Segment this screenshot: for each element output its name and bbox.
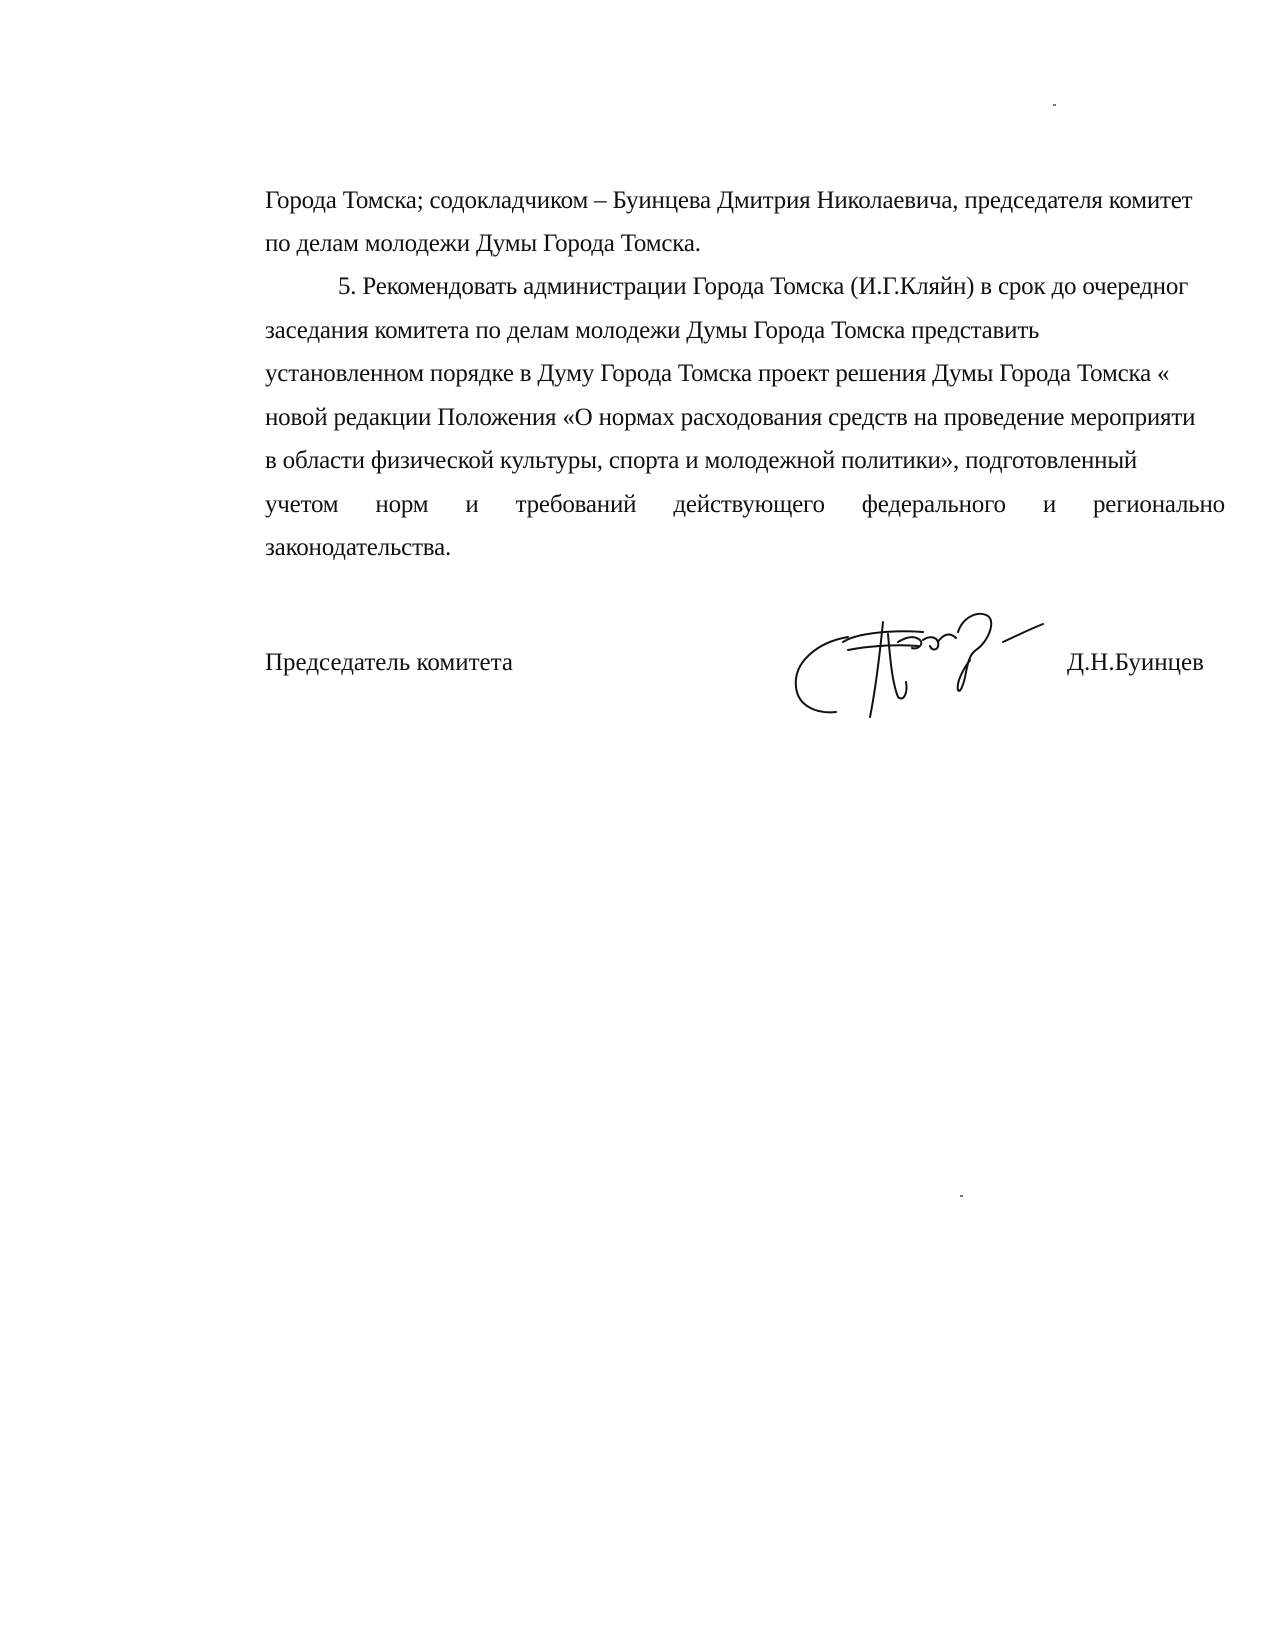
signer-name: Д.Н.Буинцев — [1067, 649, 1204, 676]
text-line-4: заседания комитета по делам молодежи Думы Города Томска представить — [265, 317, 1040, 344]
text-line-9: законодательства. — [265, 534, 452, 561]
text-line-6: новой редакции Положения «О нормах расходования средств на проведение мероприяти — [265, 404, 1196, 431]
text-line-2: по делам молодежи Думы Города Томска. — [265, 230, 701, 257]
scan-speck — [1053, 104, 1056, 106]
text-word: требований — [515, 491, 637, 518]
text-word: норм — [375, 491, 429, 518]
text-line-1: Города Томска; содокладчиком – Буинцева Дмитрия Николаевича, председателя комитет — [265, 187, 1193, 214]
text-word: регионально — [1093, 491, 1225, 518]
handwritten-signature — [788, 602, 1058, 722]
text-line-3: 5. Рекомендовать администрации Города Томска (И.Г.Кляйн) в срок до очередног — [338, 273, 1189, 300]
text-line-7: в области физической культуры, спорта и молодежной политики», подготовленный — [265, 447, 1138, 474]
scan-speck — [960, 1195, 963, 1197]
text-word: и — [465, 491, 479, 518]
text-word: федерального — [861, 491, 1006, 518]
text-line-5: установленном порядке в Думу Города Томска проект решения Думы Города Томска « — [265, 360, 1170, 387]
text-line-8 — [265, 490, 1225, 520]
text-word: учетом — [265, 491, 339, 518]
text-word: и — [1042, 491, 1057, 518]
signer-position: Председатель комитета — [265, 649, 513, 676]
text-word: действующего — [673, 491, 825, 518]
